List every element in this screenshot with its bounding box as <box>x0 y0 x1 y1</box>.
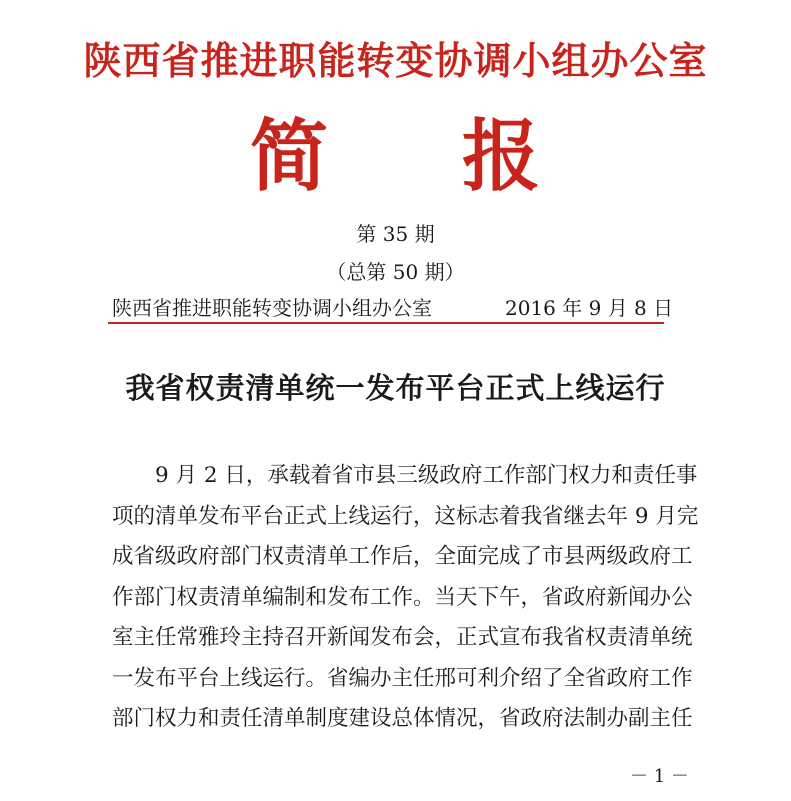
page-number: － 1 － <box>630 766 689 787</box>
issuing-office-header: 陕西省推进职能转变协调小组办公室 <box>83 38 708 83</box>
issue-date: 2016 年 9 月 8 日 <box>505 296 674 320</box>
brief-title <box>0 112 791 202</box>
header-divider <box>108 322 664 324</box>
body-line: 作部门权责清单编制和发布工作。当天下午，省政府新闻办公 <box>112 585 693 610</box>
brief-title-char-1: 简 <box>250 111 329 202</box>
body-line: 成省级政府部门权责清单工作后，全面完成了市县两级政府工 <box>112 544 693 569</box>
article-headline: 我省权责清单统一发布平台正式上线运行 <box>125 371 666 405</box>
body-line: 一发布平台上线运行。省编办主任邢可利介绍了全省政府工作 <box>112 666 693 691</box>
brief-title-char-2: 报 <box>462 111 541 202</box>
issue-number: 第 35 期 <box>356 222 435 246</box>
issue-total: （总第 50 期） <box>326 260 465 284</box>
issuer: 陕西省推进职能转变协调小组办公室 <box>112 296 432 320</box>
body-line: 项的清单发布平台正式上线运行，这标志着我省继去年 9 月完 <box>112 504 699 529</box>
body-line: 室主任常雅玲主持召开新闻发布会，正式宣布我省权责清单统 <box>112 625 693 650</box>
body-line: 9 月 2 日，承载着省市县三级政府工作部门权力和责任事 <box>112 463 698 488</box>
body-line: 部门权力和责任清单制度建设总体情况，省政府法制办副主任 <box>112 706 693 731</box>
